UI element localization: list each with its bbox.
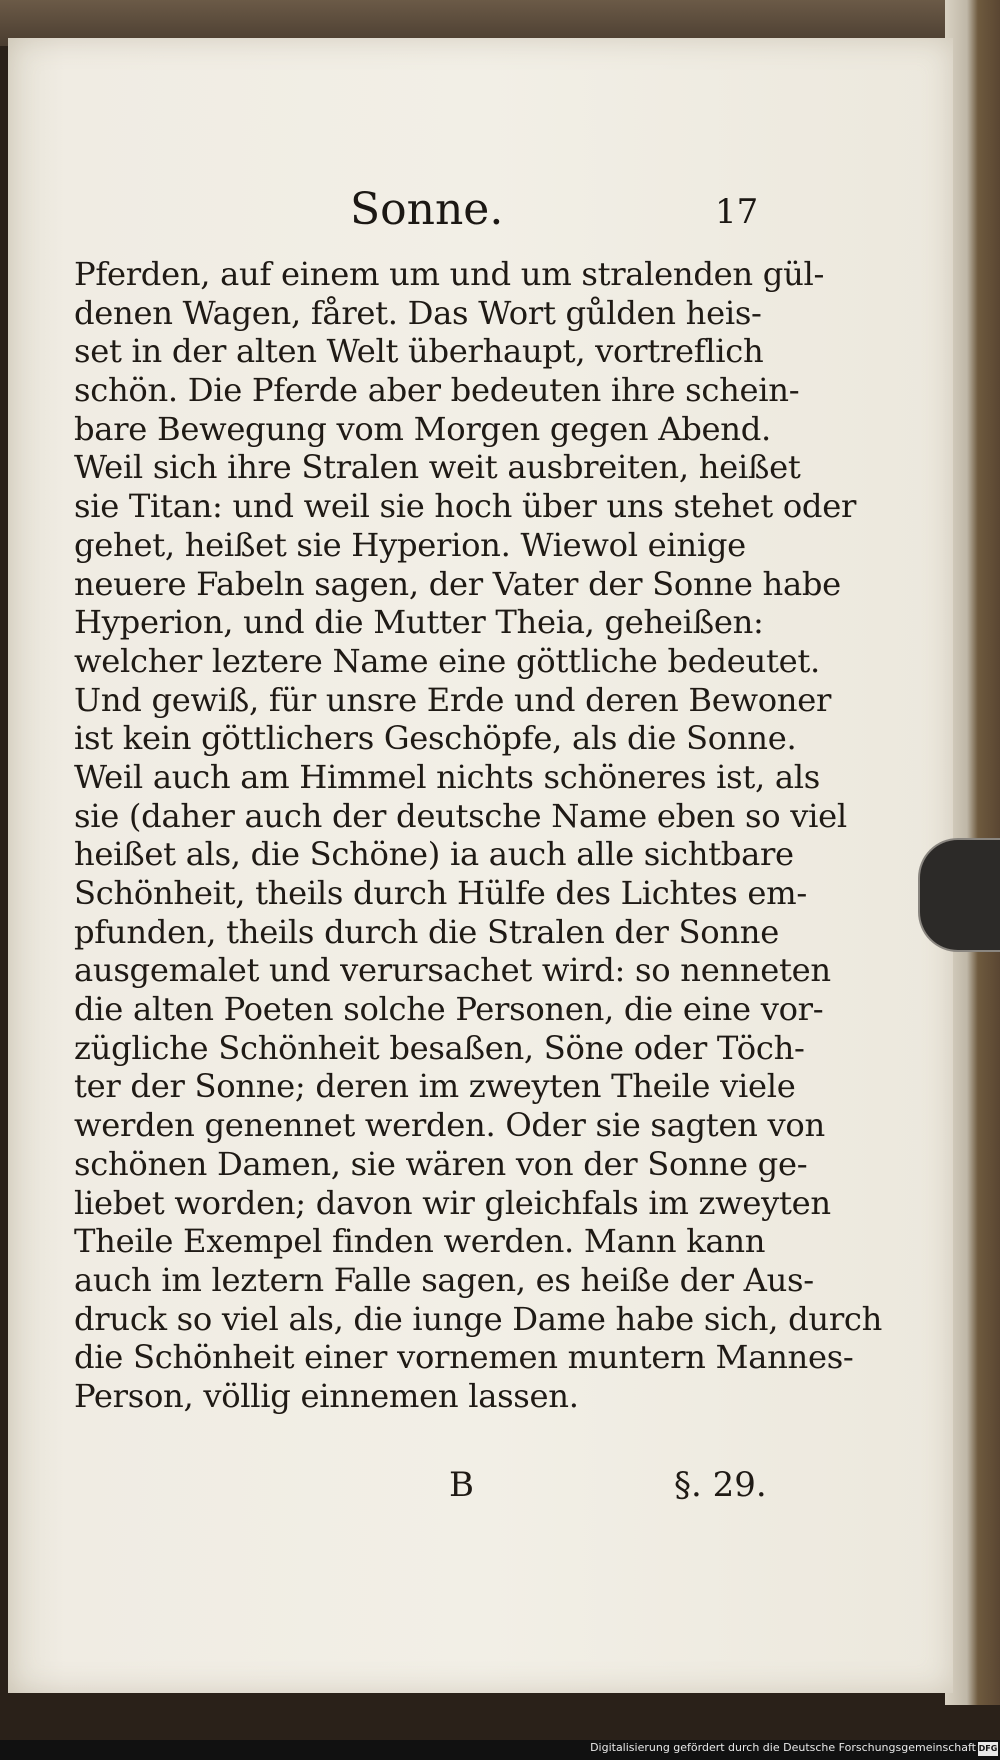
- text-line: sie Titan: und weil sie hoch über uns stehet oder: [74, 487, 857, 526]
- text-line: die Schönheit einer vornemen muntern Mannes-: [74, 1338, 854, 1377]
- page-clip: [918, 838, 1000, 952]
- text-line: gehet, heißet sie Hyperion. Wiewol einige: [74, 525, 746, 564]
- text-line: Hyperion, und die Mutter Theia, geheißen:: [74, 603, 764, 642]
- text-line: ter der Sonne; deren im zweyten Theile viele: [74, 1067, 796, 1106]
- text-line: welcher leztere Name eine göttliche bedeutet.: [74, 641, 820, 680]
- text-line: heißet als, die Schöne) ia auch alle sichtbare: [74, 835, 794, 874]
- text-line: pfunden, theils durch die Stralen der Sonne: [74, 912, 779, 951]
- text-line: Und gewiß, für unsre Erde und deren Bewoner: [74, 680, 832, 719]
- text-line: Pferden, auf einem um und um stralenden gül-: [74, 255, 825, 293]
- text-line: schön. Die Pferde aber bedeuten ihre schein-: [74, 371, 800, 410]
- text-line: Theile Exempel finden werden. Mann kann: [74, 1222, 766, 1261]
- text-line: neuere Fabeln sagen, der Vater der Sonne habe: [74, 564, 841, 603]
- text-line: bare Bewegung vom Morgen gegen Abend.: [74, 409, 771, 448]
- catchword: §. 29.: [674, 1465, 767, 1505]
- text-line: set in der alten Welt überhaupt, vortreflich: [74, 332, 764, 371]
- text-line: zügliche Schönheit besaßen, Söne oder Töch-: [74, 1028, 805, 1067]
- digitization-credit: Digitalisierung gefördert durch die Deutsche Forschungsgemeinschaft: [590, 1741, 976, 1754]
- dfg-logo: DFG: [978, 1742, 998, 1756]
- text-line: druck so viel als, die iunge Dame habe sich, durch: [74, 1299, 883, 1338]
- page-number: 17: [715, 192, 759, 232]
- body-text: [74, 255, 883, 1416]
- text-line: werden genennet werden. Oder sie sagten von: [74, 1106, 825, 1145]
- text-line: liebet worden; davon wir gleichfals im zweyten: [74, 1183, 831, 1222]
- text-line: die alten Poeten solche Personen, die eine vor-: [74, 990, 824, 1029]
- text-line: Weil sich ihre Stralen weit ausbreiten, heißet: [74, 448, 801, 487]
- text-line: ist kein göttlichers Geschöpfe, als die Sonne.: [74, 719, 797, 758]
- running-title: Sonne.: [350, 184, 504, 235]
- text-line: schönen Damen, sie wären von der Sonne ge-: [74, 1144, 808, 1183]
- page-header: [60, 180, 760, 240]
- text-line: denen Wagen, fåret. Das Wort gůlden heis-: [74, 293, 762, 332]
- text-line: ausgemalet und verursachet wird: so nenneten: [74, 951, 831, 990]
- page-footer: [74, 1465, 774, 1515]
- text-line: auch im leztern Falle sagen, es heiße der Aus-: [74, 1260, 814, 1299]
- text-line: sie (daher auch der deutsche Name eben so viel: [74, 796, 847, 835]
- text-line: Weil auch am Himmel nichts schöneres ist, als: [74, 757, 820, 796]
- text-line: Schönheit, theils durch Hülfe des Lichtes em-: [74, 874, 807, 912]
- text-line: Person, völlig einnemen lassen.: [74, 1376, 579, 1415]
- signature-mark: B: [449, 1465, 474, 1505]
